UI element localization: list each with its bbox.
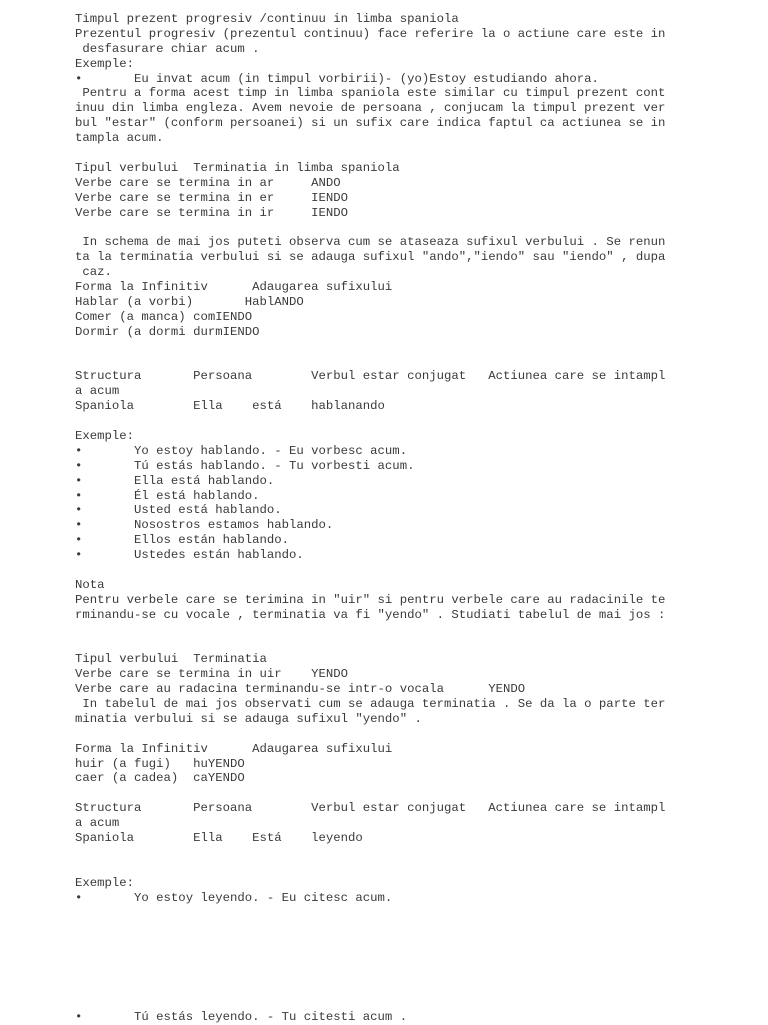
text-line: Pentru a forma acest timp in limba spaniola este similar cu timpul prezent cont xyxy=(75,86,666,101)
text-line xyxy=(75,920,715,935)
text-line: In schema de mai jos puteti observa cum se ataseaza sufixul verbului . Se renun xyxy=(75,235,666,250)
text-line xyxy=(75,623,715,638)
text-line: tampla acum. xyxy=(75,131,164,146)
text-line: • Ellos están hablando. xyxy=(75,533,290,548)
text-line: Exemple: xyxy=(75,875,135,890)
text-line xyxy=(75,995,715,1010)
text-line: desfasurare chiar acum . xyxy=(75,41,260,56)
text-line: Prezentul progresiv (prezentul continuu) face referire la o actiune care este in xyxy=(75,26,666,41)
text-line xyxy=(75,965,715,980)
text-line: huir (a fugi) huYENDO xyxy=(75,756,245,771)
text-line: Verbe care au radacina terminandu-se intr-o vocala YENDO xyxy=(75,682,526,697)
text-line xyxy=(75,786,715,801)
text-line: Tipul verbului Terminatia in limba spaniola xyxy=(75,160,400,175)
text-line: rminandu-se cu vocale , terminatia va fi "yendo" . Studiati tabelul de mai jos : xyxy=(75,607,666,622)
text-line: Exemple: xyxy=(75,428,135,443)
text-line: Dormir (a dormi durmIENDO xyxy=(75,324,260,339)
text-line: • Ustedes están hablando. xyxy=(75,548,304,563)
text-line: • Yo estoy hablando. - Eu vorbesc acum. xyxy=(75,443,408,458)
text-line: • Nosostros estamos hablando. xyxy=(75,518,334,533)
text-line xyxy=(75,637,715,652)
text-line: Spaniola Ella está hablanando xyxy=(75,399,385,414)
text-line: Structura Persoana Verbul estar conjugat Actiunea care se intampl xyxy=(75,369,666,384)
text-line xyxy=(75,414,715,429)
text-line xyxy=(75,220,715,235)
text-line xyxy=(75,846,715,861)
text-line: minatia verbului si se adauga sufixul "yendo" . xyxy=(75,711,422,726)
text-line: • Ella está hablando. xyxy=(75,473,275,488)
text-line: • Él está hablando. xyxy=(75,488,260,503)
text-line: a acum xyxy=(75,384,120,399)
text-line: Timpul prezent progresiv /continuu in limba spaniola xyxy=(75,12,459,26)
text-line xyxy=(75,146,715,161)
text-line: In tabelul de mai jos observati cum se adauga terminatia . Se da la o parte ter xyxy=(75,696,666,711)
text-line: Nota xyxy=(75,577,105,592)
text-line xyxy=(75,861,715,876)
text-line: Verbe care se termina in er IENDO xyxy=(75,190,349,205)
text-line: Forma la Infinitiv Adaugarea sufixului xyxy=(75,741,393,756)
document-page xyxy=(75,12,715,1025)
text-line: • Eu invat acum (in timpul vorbirii)- (yo)Estoy estudiando ahora. xyxy=(75,71,599,86)
text-line: bul "estar" (conform persoanei) si un sufix care indica faptul ca actiunea se in xyxy=(75,116,666,131)
text-line: caz. xyxy=(75,265,112,280)
text-line: Exemple: xyxy=(75,56,135,71)
text-line: Comer (a manca) comIENDO xyxy=(75,309,253,324)
text-line xyxy=(75,727,715,742)
text-line: Verbe care se termina in ir IENDO xyxy=(75,205,349,220)
text-line xyxy=(75,980,715,995)
text-line xyxy=(75,563,715,578)
text-line: • Yo estoy leyendo. - Eu citesc acum. xyxy=(75,890,393,905)
text-line: Forma la Infinitiv Adaugarea sufixului xyxy=(75,280,393,295)
text-line: Verbe care se termina in ar ANDO xyxy=(75,175,341,190)
text-line: Verbe care se termina in uir YENDO xyxy=(75,667,349,682)
text-line: inuu din limba engleza. Avem nevoie de persoana , conjucam la timpul prezent ver xyxy=(75,101,666,116)
text-line: • Tú estás leyendo. - Tu citesti acum . xyxy=(75,1009,408,1024)
text-line xyxy=(75,340,715,355)
text-line: Spaniola Ella Está leyendo xyxy=(75,830,363,845)
text-line xyxy=(75,354,715,369)
text-line: • Usted está hablando. xyxy=(75,503,282,518)
text-line xyxy=(75,950,715,965)
text-line: a acum xyxy=(75,816,120,831)
text-line: Tipul verbului Terminatia xyxy=(75,652,267,667)
text-line: Pentru verbele care se terimina in "uir" si pentru verbele care au radacinile te xyxy=(75,592,666,607)
text-line: Hablar (a vorbi) HablANDO xyxy=(75,294,304,309)
text-line: ta la terminatia verbului si se adauga sufixul "ando","iendo" sau "iendo" , dupa xyxy=(75,250,666,265)
text-line xyxy=(75,905,715,920)
text-line xyxy=(75,935,715,950)
text-line: caer (a cadea) caYENDO xyxy=(75,771,245,786)
text-line: Structura Persoana Verbul estar conjugat Actiunea care se intampl xyxy=(75,801,666,816)
text-line: • Tú estás hablando. - Tu vorbesti acum. xyxy=(75,458,415,473)
